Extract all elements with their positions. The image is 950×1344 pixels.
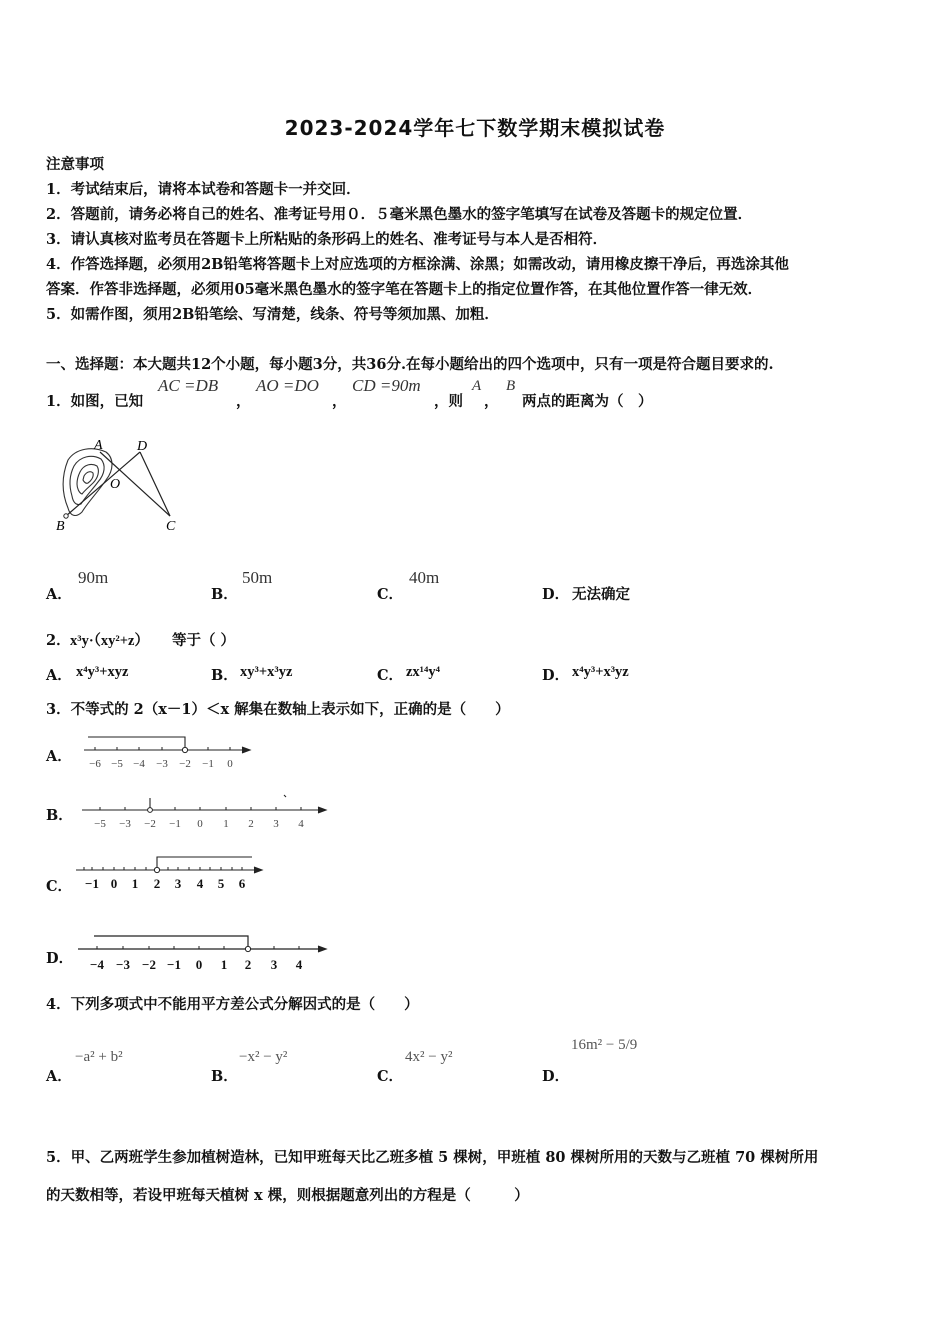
- q1-then: ，则: [434, 393, 463, 410]
- q3c-tick: 3: [174, 876, 182, 891]
- q1-fig-label-a: A: [94, 438, 103, 453]
- q4-option-c-value: 4x² − y²: [405, 1049, 453, 1065]
- q1-suffix: 两点的距离为（ ）: [522, 393, 653, 410]
- q3d-tick: −3: [116, 957, 130, 972]
- q3b-tick: 3: [273, 818, 279, 830]
- notice-heading: 注意事项: [46, 156, 104, 173]
- q2-option-a-label[interactable]: A．: [46, 667, 72, 684]
- q3d-tick: 3: [270, 957, 278, 972]
- q4-option-c-label[interactable]: C．: [377, 1068, 404, 1085]
- q2-stem-suffix: 等于（ ）: [172, 632, 236, 649]
- q1-prefix: 1．如图，已知: [46, 393, 144, 410]
- q1-option-b-value: 50m: [242, 568, 273, 587]
- q3c-tick: 4: [196, 876, 204, 891]
- q3b-tick: −5: [94, 818, 106, 830]
- q2-option-b-value: xy³+x³yz: [240, 664, 293, 680]
- q5-line-2: 的天数相等，若设甲班每天植树 x 棵，则根据题意列出的方程是（ ）: [46, 1187, 529, 1204]
- q3d-tick: 1: [220, 957, 228, 972]
- q4-option-d-label[interactable]: D．: [542, 1068, 570, 1085]
- q2-option-c-label[interactable]: C．: [377, 667, 404, 684]
- q3a-tick: 0: [227, 758, 233, 770]
- q1-option-a-value: 90m: [78, 568, 109, 587]
- q3a-tick: −5: [111, 758, 123, 770]
- q1-option-c-value: 40m: [409, 568, 440, 587]
- q3d-tick: −2: [142, 957, 156, 972]
- q3a-tick: −3: [156, 758, 168, 770]
- q2-option-c-value: zx¹⁴y⁴: [406, 664, 440, 680]
- q1-option-c-label[interactable]: C．: [377, 586, 404, 603]
- q4-option-b-value: −x² − y²: [239, 1049, 288, 1065]
- q3-stem: 3．不等式的 2（x－1）＜x 解集在数轴上表示如下，正确的是（ ）: [46, 701, 510, 718]
- q3a-tick: −1: [202, 758, 214, 770]
- q3a-tick: −2: [179, 758, 191, 770]
- q3c-tick: 1: [131, 876, 139, 891]
- q3-option-c-numberline: [74, 850, 266, 896]
- q3-option-a-label[interactable]: A．: [46, 748, 72, 765]
- notice-item-4: 4．作答选择题，必须用2B铅笔将答题卡上对应选项的方框涂满、涂黑；如需改动，请用橡皮擦干净后，再选涂其他: [46, 256, 789, 273]
- notice-item-5: 5．如需作图，须用2B铅笔绘、写清楚，线条、符号等须加黑、加粗．: [46, 306, 499, 323]
- q3-option-b-label[interactable]: B．: [46, 807, 73, 824]
- q3c-tick: 2: [153, 876, 161, 891]
- q1-cond-ao-do: AO =DO: [256, 376, 319, 395]
- q4-option-b-label[interactable]: B．: [211, 1068, 238, 1085]
- q3c-tick: 5: [217, 876, 225, 891]
- notice-item-2: 2．答题前，请务必将自己的姓名、准考证号用０．５毫米黑色墨水的签字笔填写在试卷及答题卡的规定位置．: [46, 206, 753, 223]
- q3-option-d-numberline: [76, 925, 332, 973]
- q1-cond-cd: CD =90m: [352, 376, 421, 395]
- q3c-tick: 0: [110, 876, 118, 891]
- q1-option-d-label[interactable]: D．: [542, 586, 570, 603]
- q2-option-a-value: x⁴y³+xyz: [76, 664, 129, 680]
- q3c-tick: 6: [238, 876, 246, 891]
- q2-option-d-label[interactable]: D．: [542, 667, 570, 684]
- q1-fig-label-d: D: [137, 439, 148, 454]
- q3b-tick: 4: [298, 818, 304, 830]
- q3d-tick: 2: [244, 957, 252, 972]
- q1-comma-1: ，: [236, 393, 251, 410]
- q1-comma-3: ，: [484, 393, 499, 410]
- q1-option-a-label[interactable]: A．: [46, 586, 72, 603]
- q3b-tick: 2: [248, 818, 254, 830]
- q3-option-c-label[interactable]: C．: [46, 878, 73, 895]
- notice-item-1: 1．考试结束后，请将本试卷和答题卡一并交回．: [46, 181, 361, 198]
- q3d-tick: 4: [295, 957, 303, 972]
- q4-option-d-value: 16m² − 5/9: [571, 1037, 638, 1053]
- q2-option-d-value: x⁴y³+x³yz: [572, 664, 629, 680]
- q3-option-d-label[interactable]: D．: [46, 950, 74, 967]
- q3b-tick: 0: [197, 818, 203, 830]
- q4-option-a-value: −a² + b²: [75, 1049, 123, 1065]
- q2-number: 2．: [46, 632, 71, 649]
- q3b-tick: −1: [169, 818, 181, 830]
- section-heading: 一、选择题：本大题共12个小题，每小题3分，共36分.在每小题给出的四个选项中，只有一项是符合题目要求的.: [46, 356, 774, 373]
- q1-fig-label-b: B: [56, 519, 65, 534]
- q3-option-b-numberline: [78, 790, 332, 834]
- q3d-tick: −4: [90, 957, 104, 972]
- q1-option-d-value: 无法确定: [572, 586, 630, 603]
- notice-item-4-cont: 答案．作答非选择题，必须用05毫米黑色墨水的签字笔在答题卡上的指定位置作答，在其他位置作答一律无效．: [46, 281, 763, 298]
- q4-option-a-label[interactable]: A．: [46, 1068, 72, 1085]
- q1-point-a: A: [472, 378, 482, 394]
- q1-figure: [48, 430, 188, 540]
- q3-option-a-numberline: [80, 730, 260, 774]
- q3a-tick: −6: [89, 758, 101, 770]
- q1-point-b: B: [506, 378, 516, 394]
- q4-stem: 4．下列多项式中不能用平方差公式分解因式的是（ ）: [46, 996, 419, 1013]
- q2-stem-expr: x³y·（xy²+z）: [70, 633, 149, 649]
- q3a-tick: −4: [133, 758, 145, 770]
- q1-option-b-label[interactable]: B．: [211, 586, 238, 603]
- q1-comma-2: ，: [332, 393, 347, 410]
- q1-fig-label-o: O: [110, 477, 121, 492]
- q3b-tick: −3: [119, 818, 131, 830]
- q1-cond-ac-db: AC =DB: [158, 376, 219, 395]
- q1-fig-label-c: C: [166, 519, 176, 534]
- q5-line-1: 5．甲、乙两班学生参加植树造林，已知甲班每天比乙班多植 5 棵树，甲班植 80 棵树所用的天数与乙班植 70 棵树所用: [46, 1149, 819, 1166]
- q3c-tick: −1: [85, 876, 99, 891]
- q3b-tick: −2: [144, 818, 156, 830]
- notice-item-3: 3．请认真核对监考员在答题卡上所粘贴的条形码上的姓名、准考证号与本人是否相符．: [46, 231, 608, 248]
- q2-option-b-label[interactable]: B．: [211, 667, 238, 684]
- q3d-tick: −1: [167, 957, 181, 972]
- page-title: 2023-2024学年七下数学期末模拟试卷: [284, 116, 666, 140]
- q3b-tick: 1: [223, 818, 229, 830]
- q3d-tick: 0: [195, 957, 203, 972]
